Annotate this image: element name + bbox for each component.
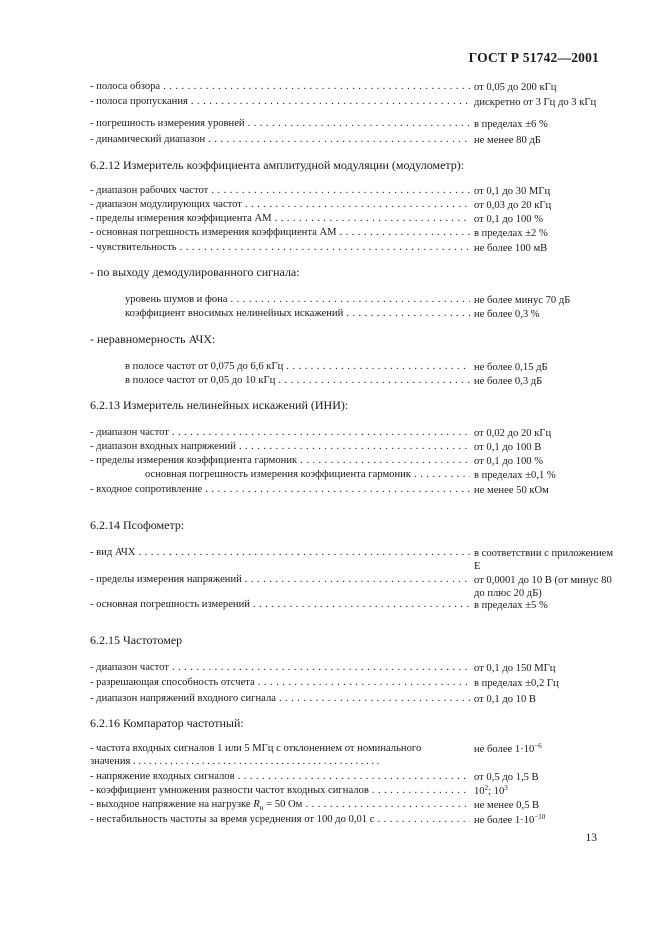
list-item-label: - полоса пропускания . . . — [90, 95, 470, 109]
section-title-6-2-15: 6.2.15 Частотомер — [90, 633, 183, 647]
list-item-label: - погрешность измерения уровней . . . — [90, 117, 470, 131]
list-item-label: - разрешающая способность отсчета . . . — [90, 676, 470, 690]
list-item-value: в пределах ±0,1 % — [474, 470, 556, 481]
list-item-value: в пределах ±6 % — [474, 119, 548, 130]
list-item-value: не более 0,3 % — [474, 309, 540, 320]
long-label-text: - частота входных сигналов 1 или 5 МГц с отклонением от номинального значения — [90, 743, 422, 767]
list-item-label: - полоса обзора . . . — [90, 80, 470, 94]
list-item-value: в пределах ±0,2 Гц — [474, 678, 559, 689]
list-item-label: - пределы измерения коэффициента гармоник . . . — [90, 454, 470, 468]
list-item-label: - входное сопротивление . . . — [90, 483, 470, 497]
list-item-value: не более 0,15 дБ — [474, 362, 548, 373]
list-item-label: - диапазон рабочих частот . . . — [90, 184, 470, 198]
list-item-value: дискретно от 3 Гц до 3 кГц — [474, 97, 597, 108]
list-item-value — [474, 785, 614, 798]
list-item-label: в полосе частот от 0,075 до 6,6 кГц . . . — [125, 360, 470, 374]
label-symbol: R — [253, 799, 260, 810]
section-title-6-2-12: 6.2.12 Измеритель коэффициента амплитудной модуляции (модулометр): — [90, 158, 465, 172]
value-a: 10 — [474, 786, 485, 797]
list-item-value — [474, 743, 614, 756]
subsection-title: - неравномерность АЧХ: — [90, 332, 216, 346]
value-base: не более 1·10 — [474, 815, 535, 826]
list-item-label: - динамический диапазон . . . — [90, 133, 470, 147]
list-item-label: основная погрешность измерения коэффициента гармоник . . . — [145, 468, 470, 482]
value-b-exponent: 3 — [504, 784, 508, 792]
list-item-label-multiline — [90, 742, 462, 768]
list-item-label: - напряжение входных сигналов . . . — [90, 770, 470, 784]
list-item-value: от 0,1 до 150 МГц — [474, 663, 556, 674]
list-item-value: от 0,1 до 30 МГц — [474, 186, 551, 197]
list-item-value: не более минус 70 дБ — [474, 295, 571, 306]
value-a-exponent: 2 — [484, 784, 489, 792]
list-item-value: от 0,0001 до 10 В (от минус 80 до плюс 20 дБ) — [474, 575, 612, 599]
value-exponent: −10 — [534, 813, 546, 821]
list-item-value: от 0,03 до 20 кГц — [474, 200, 552, 211]
list-item-value: от 0,1 до 10 В — [474, 694, 536, 705]
value-exponent: −6 — [534, 742, 542, 750]
list-item-value: не менее 0,5 В — [474, 800, 540, 811]
list-item-value: не менее 80 дБ — [474, 135, 541, 146]
list-item-value: от 0,1 до 100 % — [474, 214, 544, 225]
list-item-value: не более 0,3 дБ — [474, 376, 543, 387]
list-item-label: - чувствительность . . . — [90, 241, 470, 255]
section-title-6-2-14: 6.2.14 Псофометр: — [90, 518, 185, 532]
label-text: - выходное напряжение на нагрузке — [90, 799, 251, 810]
list-item-value: от 0,02 до 20 кГц — [474, 428, 552, 439]
list-item-label: - диапазон модулирующих частот . . . — [90, 198, 470, 212]
list-item-value — [474, 814, 614, 827]
value-separator: ; 10 — [488, 786, 505, 797]
list-item-label: - диапазон частот . . . — [90, 661, 470, 675]
page-number: 13 — [585, 832, 597, 844]
list-item-label: - вид АЧХ . . . — [90, 546, 470, 560]
list-item-label: - коэффициент умножения разности частот входных сигналов . . . — [90, 784, 470, 798]
list-item-label: - основная погрешность измерения коэффициента АМ . . . — [90, 226, 470, 240]
list-item-value: от 0,1 до 100 В — [474, 442, 542, 453]
value-base: не более 1·10 — [474, 744, 535, 755]
list-item-value: не более 100 мВ — [474, 243, 548, 254]
list-item-value: от 0,1 до 100 % — [474, 456, 544, 467]
list-item-value: в пределах ±5 % — [474, 600, 548, 611]
list-item-label: - диапазон частот . . . — [90, 426, 470, 440]
list-item-value: в соответствии с приложением Е — [474, 548, 614, 572]
subsection-title: - по выходу демодулированного сигнала: — [90, 265, 300, 279]
list-item-value: в пределах ±2 % — [474, 228, 548, 239]
list-item-label: уровень шумов и фона . . . — [125, 293, 470, 307]
list-item-label: - диапазон напряжений входного сигнала . . . — [90, 692, 470, 706]
list-item-label: - диапазон входных напряжений . . . — [90, 440, 470, 454]
list-item-value: от 0,05 до 200 кГц — [474, 82, 557, 93]
section-title-6-2-16: 6.2.16 Компаратор частотный: — [90, 716, 244, 730]
dot-leader: . . . . . . . . . . . . . . . . . . . . . . . . . . . . . . . . . . . . . . . . . . . . . . . — [130, 756, 380, 767]
list-item-label: - основная погрешность измерений . . . — [90, 598, 470, 612]
list-item-value: от 0,5 до 1,5 В — [474, 772, 539, 783]
list-item-label: - пределы измерения напряжений . . . — [90, 573, 470, 587]
list-item-value: не менее 50 кОм — [474, 485, 549, 496]
section-title-6-2-13: 6.2.13 Измеритель нелинейных искажений (ИНИ): — [90, 398, 349, 412]
label-subscript: н — [259, 804, 264, 813]
list-item-label: - пределы измерения коэффициента АМ . . . — [90, 212, 470, 226]
list-item-label: - нестабильность частоты за время усреднения от 100 до 0,01 с . . . — [90, 813, 470, 827]
list-item-label: в полосе частот от 0,05 до 10 кГц . . . — [125, 374, 470, 388]
document-code: ГОСТ Р 51742—2001 — [468, 50, 599, 65]
list-item-label: коэффициент вносимых нелинейных искажений . . . — [125, 307, 470, 321]
label-tail: = 50 Ом — [263, 799, 303, 810]
